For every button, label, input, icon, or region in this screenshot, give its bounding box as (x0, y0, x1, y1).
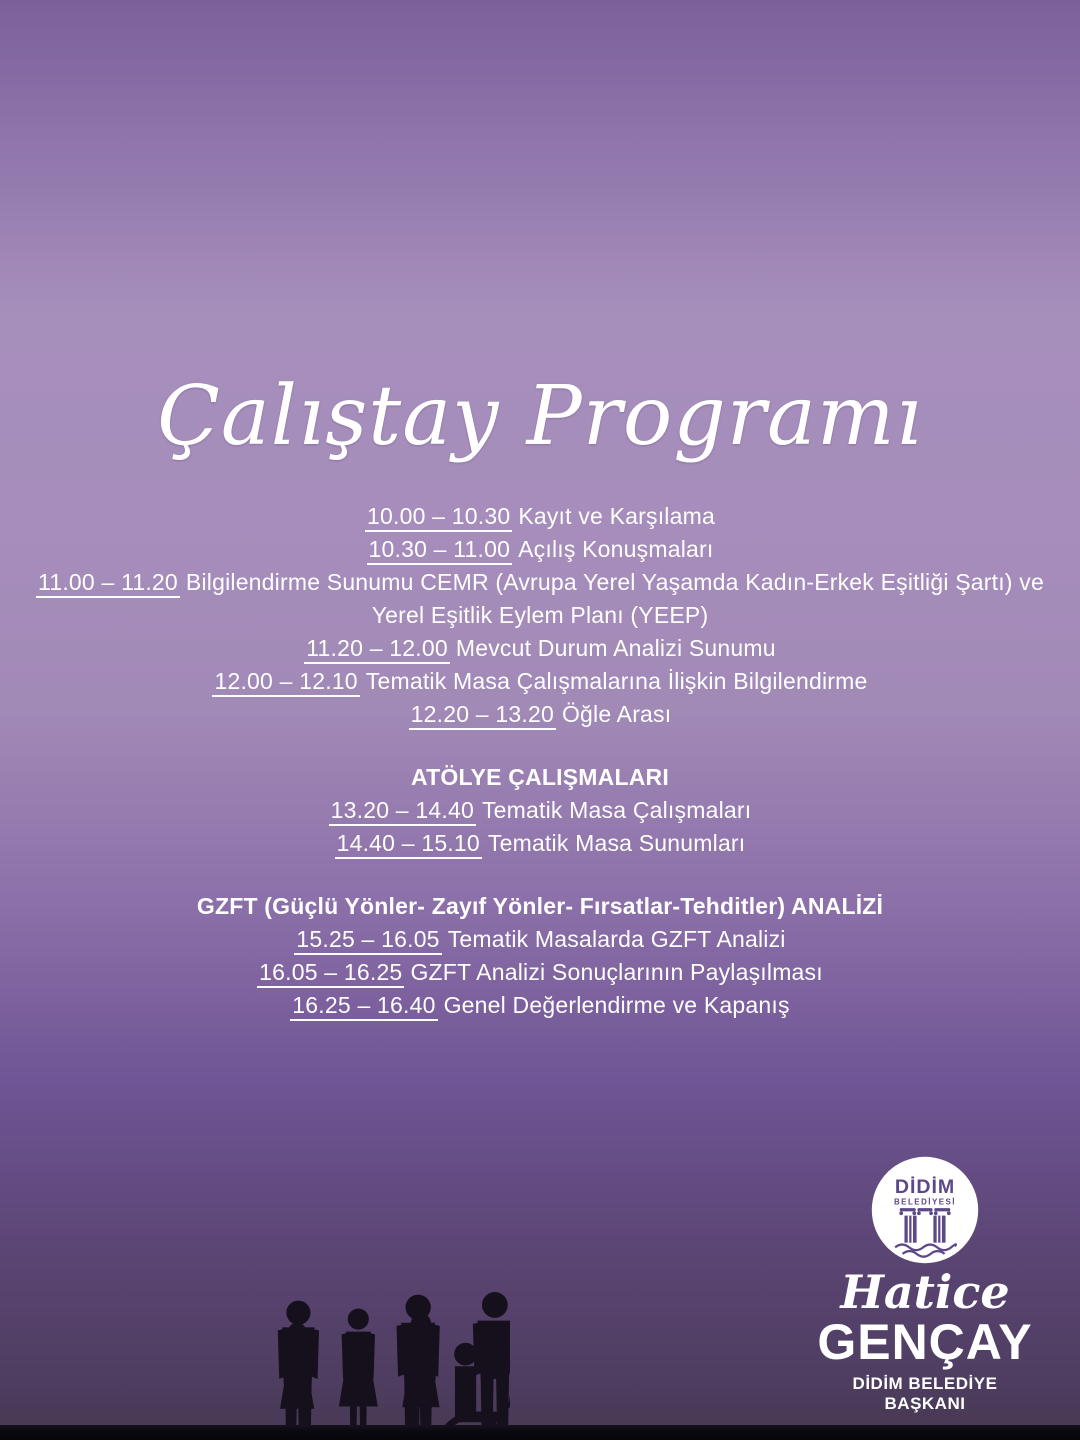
schedule-row (26, 665, 1054, 698)
event-description: GZFT Analizi Sonuçlarının Paylaşılması (410, 959, 823, 985)
event-description: Öğle Arası (561, 701, 672, 727)
time-range: 13.20 – 14.40 (329, 797, 476, 826)
event-description: Tematik Masa Çalışmaları (481, 797, 752, 823)
mayor-title: DİDİM BELEDİYE BAŞKANI (852, 1374, 998, 1413)
time-range: 14.40 – 15.10 (335, 830, 482, 859)
event-description: Tematik Masa Sunumları (487, 830, 746, 856)
schedule-row (26, 989, 1054, 1022)
badge-municipality-label: BELEDİYESİ (893, 1197, 957, 1207)
schedule-row (26, 956, 1054, 989)
event-description: Genel Değerlendirme ve Kapanış (443, 992, 790, 1018)
time-range: 16.25 – 16.40 (290, 992, 437, 1021)
didim-municipality-badge-icon (869, 1154, 981, 1266)
section-gap (26, 731, 1054, 761)
time-range: 16.05 – 16.25 (257, 959, 404, 988)
people-silhouettes-image (40, 1257, 510, 1427)
schedule-row (26, 794, 1054, 827)
ground-strip (0, 1425, 1080, 1440)
time-range: 15.25 – 16.05 (294, 926, 441, 955)
event-description: Tematik Masa Çalışmalarına İlişkin Bilgilendirme (365, 668, 868, 694)
time-range: 12.20 – 13.20 (409, 701, 556, 730)
schedule-row (26, 632, 1054, 665)
event-description: Açılış Konuşmaları (518, 536, 714, 562)
time-range: 12.00 – 12.10 (212, 668, 359, 697)
badge-city-name: DİDİM (894, 1176, 956, 1199)
section-heading-swot: GZFT (Güçlü Yönler- Zayıf Yönler- Fırsatlar-Tehditler) ANALİZİ (196, 893, 884, 919)
schedule-row (26, 566, 1054, 632)
mayor-first-name: Hatice (840, 1265, 1010, 1319)
event-description: Bilgilendirme Sunumu CEMR (Avrupa Yerel Yaşamda Kadın-Erkek Eşitliği Şartı) ve Yerel Eşitlik Eylem Planı (YEEP) (185, 569, 1044, 628)
time-range: 10.00 – 10.30 (365, 503, 512, 532)
time-range: 11.20 – 12.00 (304, 635, 450, 664)
event-description: Mevcut Durum Analizi Sunumu (455, 635, 776, 661)
event-description: Kayıt ve Karşılama (518, 503, 715, 529)
schedule-row (26, 827, 1054, 860)
event-description: Tematik Masalarda GZFT Analizi (447, 926, 786, 952)
schedule-row (26, 500, 1054, 533)
time-range: 11.00 – 11.20 (36, 569, 180, 598)
schedule-row (26, 533, 1054, 566)
mayor-signature-block (810, 1154, 1040, 1414)
schedule-row (26, 698, 1054, 731)
program-title: Çalıştay Programı (157, 369, 923, 464)
schedule-list (0, 500, 1080, 1022)
schedule-row (26, 923, 1054, 956)
section-heading-workshops: ATÖLYE ÇALIŞMALARI (411, 764, 669, 790)
time-range: 10.30 – 11.00 (367, 536, 513, 565)
section-gap (26, 860, 1054, 890)
mayor-last-name: GENÇAY (817, 1314, 1033, 1370)
